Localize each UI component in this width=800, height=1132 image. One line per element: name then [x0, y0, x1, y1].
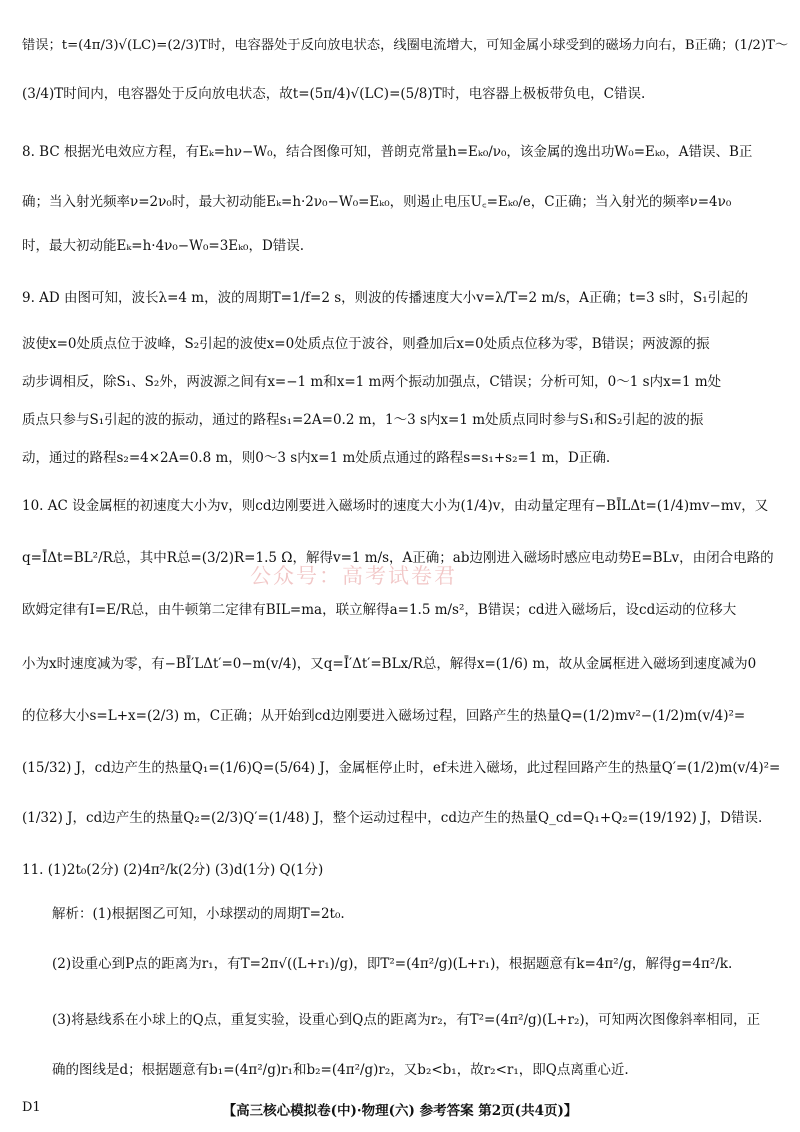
text-line: 动步调相反，除S₁、S₂外，两波源之间有x=−1 m和x=1 m两个振动加强点，C错误；分析可知，0～1 s内x=1 m处 — [22, 374, 722, 390]
text-line: 8. BC 根据光电效应方程，有Eₖ=hν−W₀，结合图像可知，普朗克常量h=Eₖ₀/ν₀，该金属的逸出功W₀=Eₖ₀，A错误、B正 — [22, 144, 753, 160]
text-line: 欧姆定律有I=E/R总，由牛顿第二定律有BIL=ma，联立解得a=1.5 m/s²，B错误；cd进入磁场后，设cd运动的位移大 — [22, 602, 737, 618]
footer-code: D1 — [22, 1100, 41, 1115]
text-line: (1/32) J，cd边产生的热量Q₂=(2/3)Q′=(1/48) J，整个运动过程中，cd边产生的热量Q_cd=Q₁+Q₂=(19/192) J，D错误. — [22, 810, 763, 826]
text-line: 时，最大初动能Eₖ=h·4ν₀−W₀=3Eₖ₀，D错误. — [22, 238, 305, 254]
text-line: 波使x=0处质点位于波峰，S₂引起的波使x=0处质点位于波谷，则叠加后x=0处质点位移为零，B错误；两波源的振 — [22, 336, 710, 352]
text-line: (15/32) J，cd边产生的热量Q₁=(1/6)Q=(5/64) J，金属框停止时，ef未进入磁场，此过程回路产生的热量Q′=(1/2)m(v/4)²= — [22, 760, 781, 776]
text-line: 确的图线是d；根据题意有b₁=(4π²/g)r₁和b₂=(4π²/g)r₂，又b₂<b₁，故r₂<r₁，即Q点离重心近. — [52, 1062, 629, 1078]
text-line: 解析：(1)根据图乙可知，小球摆动的周期T=2t₀. — [52, 906, 345, 922]
text-line: q=ĪΔt=BL²/R总，其中R总=(3/2)R=1.5 Ω，解得v=1 m/s，A正确；ab边刚进入磁场时感应电动势E=BLv，由闭合电路的 — [22, 550, 774, 566]
text-line: (2)设重心到P点的距离为r₁，有T=2π√((L+r₁)/g)，即T²=(4π²/g)(L+r₁)，根据题意有k=4π²/g，解得g=4π²/k. — [52, 956, 733, 972]
text-line: 9. AD 由图可知，波长λ=4 m，波的周期T=1/f=2 s，则波的传播速度大小v=λ/T=2 m/s，A正确；t=3 s时，S₁引起的 — [22, 290, 749, 306]
text-line: 质点只参与S₁引起的波的振动，通过的路程s₁=2A=0.2 m，1～3 s内x=1 m处质点同时参与S₁和S₂引起的波的振 — [22, 412, 704, 428]
text-line: 确；当入射光频率ν=2ν₀时，最大初动能Eₖ=h·2ν₀−W₀=Eₖ₀，则遏止电压U꜀=Eₖ₀/e，C正确；当入射光的频率ν=4ν₀ — [22, 194, 732, 210]
text-line: 小为x时速度减为零，有−BĪ′LΔt′=0−m(v/4)，又q=Ī′Δt′=BLx/R总，解得x=(1/6) m，故从金属框进入磁场到速度减为0 — [22, 656, 757, 672]
footer-title: 【高三核心模拟卷(中)·物理(六) 参考答案 第2页(共4页)】 — [222, 1103, 578, 1119]
text-line: 动，通过的路程s₂=4×2A=0.8 m，则0～3 s内x=1 m处质点通过的路程s=s₁+s₂=1 m，D正确. — [22, 450, 611, 466]
text-line: 10. AC 设金属框的初速度大小为v，则cd边刚要进入磁场时的速度大小为(1/4)v，由动量定理有−BĪLΔt=(1/4)mv−mv，又 — [22, 498, 769, 514]
text-line: (3)将悬线系在小球上的Q点，重复实验，设重心到Q点的距离为r₂，有T²=(4π²/g)(L+r₂)，可知两次图像斜率相同，正 — [52, 1012, 761, 1028]
text-line: (3/4)T时间内，电容器处于反向放电状态，故t=(5π/4)√(LC)=(5/8)T时，电容器上极板带负电，C错误. — [22, 86, 646, 102]
text-line: 的位移大小s=L+x=(2/3) m，C正确；从开始到cd边刚要进入磁场过程，回路产生的热量Q=(1/2)mv²−(1/2)m(v/4)²= — [22, 708, 746, 724]
text-line: 错误；t=(4π/3)√(LC)=(2/3)T时，电容器处于反向放电状态，线圈电流增大，可知金属小球受到的磁场力向右，B正确；(1/2)T～ — [22, 38, 789, 53]
text-line: 11. (1)2t₀(2分) (2)4π²/k(2分) (3)d(1分) Q(1分) — [22, 862, 324, 878]
watermark: 公众号：高考试卷君 — [250, 564, 457, 588]
